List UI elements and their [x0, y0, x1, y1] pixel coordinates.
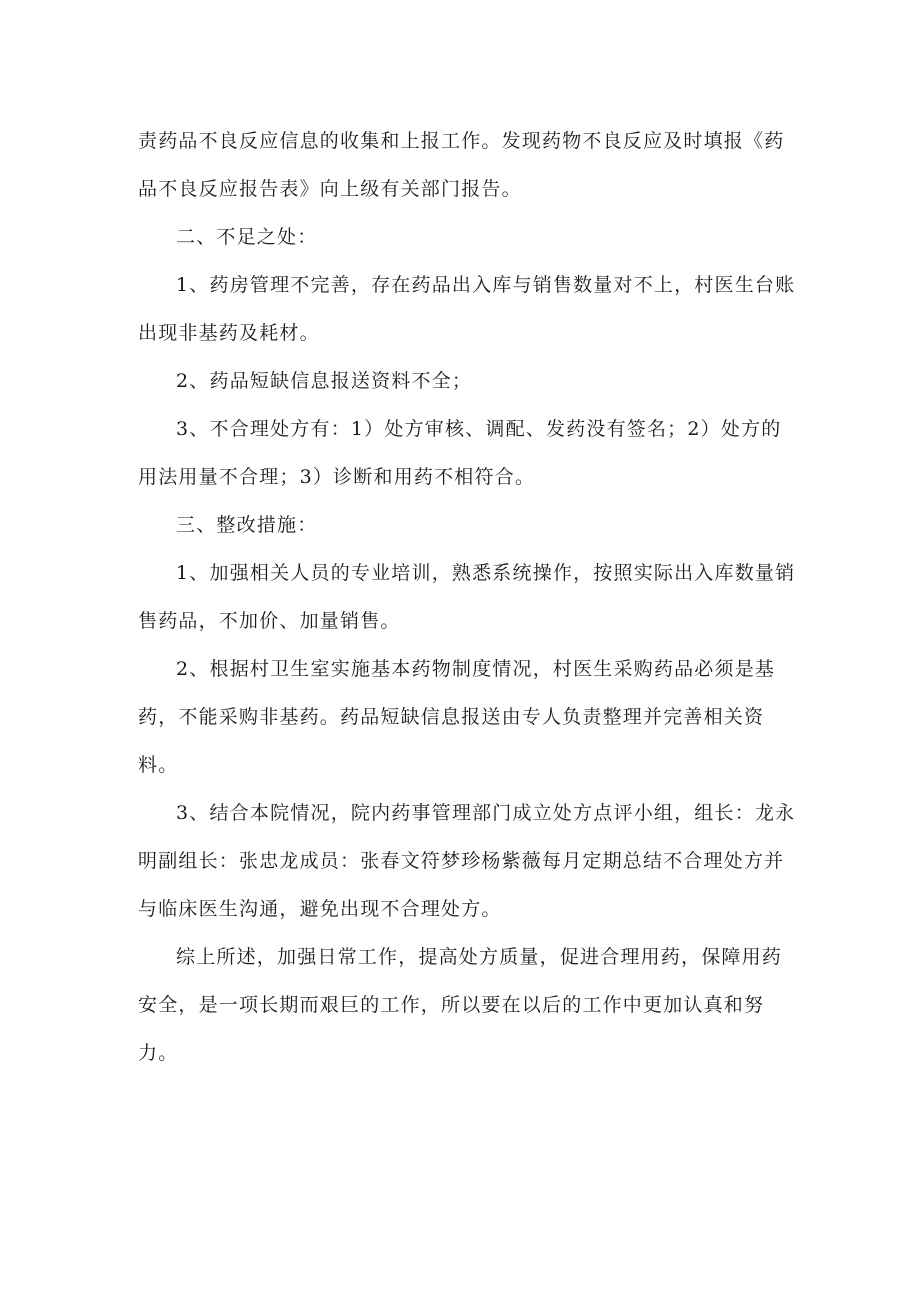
paragraph-measure-3: 3、结合本院情况，院内药事管理部门成立处方点评小组，组长：龙永明副组长：张忠龙成员：张春文符梦珍杨紫薇每月定期总结不合理处方并与临床医生沟通，避免出现不合理处方。	[138, 802, 796, 920]
paragraph-measure-1: 1、加强相关人员的专业培训，熟悉系统操作，按照实际出入库数量销售药品，不加价、加量销售。	[138, 562, 796, 632]
document-body	[138, 117, 800, 1077]
section-heading-measures: 三、整改措施：	[176, 514, 318, 536]
paragraph-shortcoming-2: 2、药品短缺信息报送资料不全；	[176, 370, 473, 392]
paragraph-shortcoming-3: 3、不合理处方有：1）处方审核、调配、发药没有签名；2）处方的用法用量不合理；3）诊断和用药不相符合。	[138, 418, 782, 488]
paragraph-shortcoming-1: 1、药房管理不完善，存在药品出入库与销售数量对不上，村医生台账出现非基药及耗材。	[138, 274, 796, 344]
section-heading-shortcomings: 二、不足之处：	[176, 226, 318, 248]
paragraph-continuation: 责药品不良反应信息的收集和上报工作。发现药物不良反应及时填报《药品不良反应报告表》向上级有关部门报告。	[138, 130, 785, 200]
paragraph-measure-2: 2、根据村卫生室实施基本药物制度情况，村医生采购药品必须是基药，不能采购非基药。药品短缺信息报送由专人负责整理并完善相关资料。	[138, 658, 776, 776]
paragraph-summary: 综上所述，加强日常工作，提高处方质量，促进合理用药，保障用药安全，是一项长期而艰巨的工作，所以要在以后的工作中更加认真和努力。	[138, 946, 783, 1064]
